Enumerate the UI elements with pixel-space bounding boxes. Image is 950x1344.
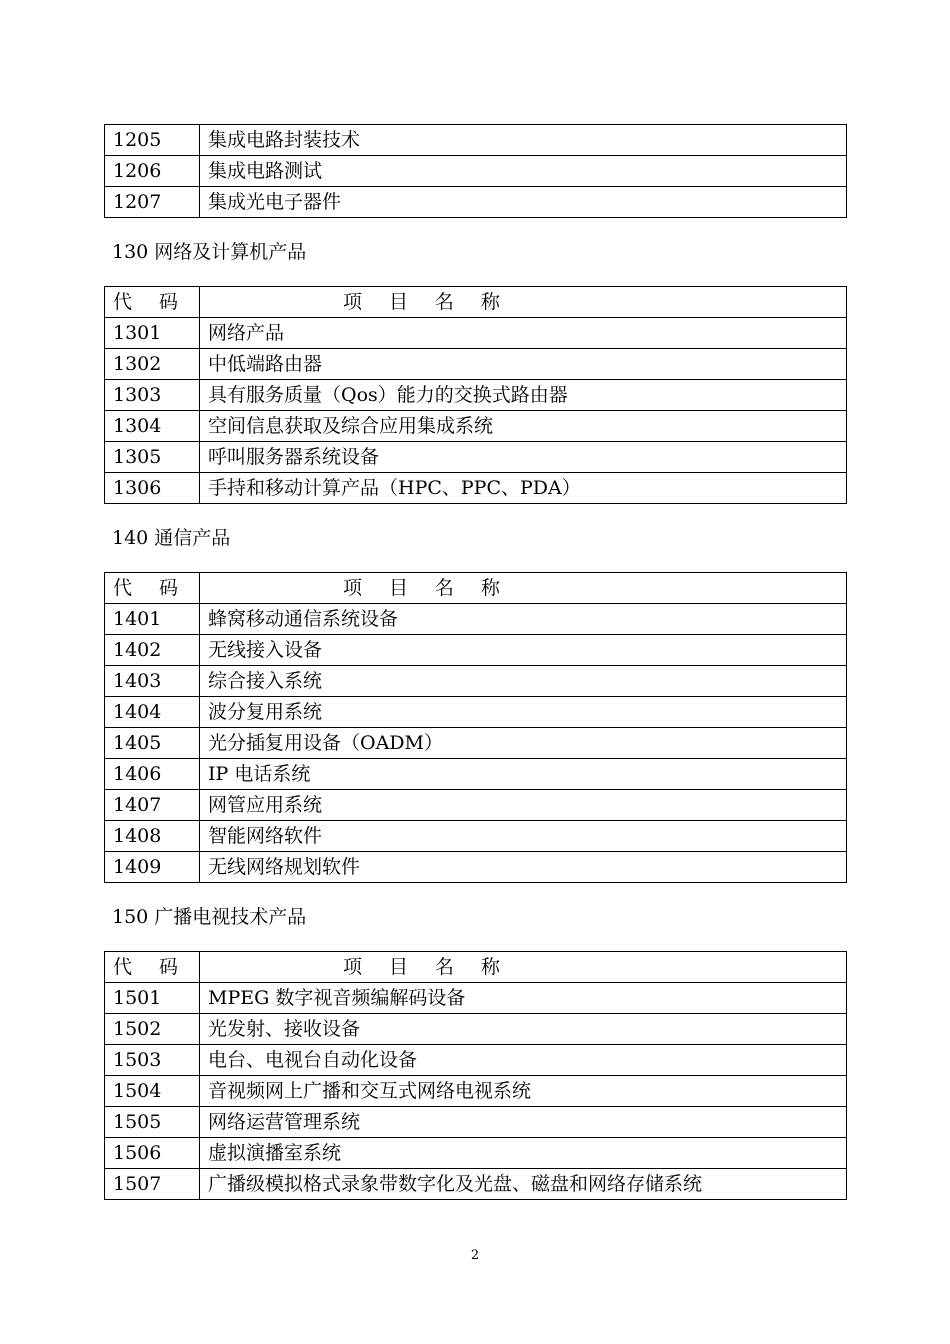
item-code: 1502 bbox=[105, 1014, 200, 1045]
item-name: 无线接入设备 bbox=[200, 635, 847, 666]
table-row bbox=[105, 1169, 847, 1200]
table-row bbox=[105, 604, 847, 635]
item-code: 1304 bbox=[105, 411, 200, 442]
table-row bbox=[105, 790, 847, 821]
item-name: 光发射、接收设备 bbox=[200, 1014, 847, 1045]
item-code: 1207 bbox=[105, 187, 200, 218]
item-code: 1404 bbox=[105, 697, 200, 728]
page-number: 2 bbox=[470, 1248, 480, 1263]
item-code: 1303 bbox=[105, 380, 200, 411]
item-code: 1302 bbox=[105, 349, 200, 380]
table-120-continued bbox=[104, 124, 847, 218]
item-name: 空间信息获取及综合应用集成系统 bbox=[200, 411, 847, 442]
item-code: 1405 bbox=[105, 728, 200, 759]
header-code: 代 码 bbox=[105, 287, 200, 318]
table-row bbox=[105, 666, 847, 697]
item-name: 无线网络规划软件 bbox=[200, 852, 847, 883]
item-code: 1402 bbox=[105, 635, 200, 666]
item-name: 手持和移动计算产品（HPC、PPC、PDA） bbox=[200, 473, 847, 504]
item-name: 光分插复用设备（OADM） bbox=[200, 728, 847, 759]
item-code: 1305 bbox=[105, 442, 200, 473]
item-code: 1408 bbox=[105, 821, 200, 852]
table-row bbox=[105, 473, 847, 504]
item-name: 智能网络软件 bbox=[200, 821, 847, 852]
table-row bbox=[105, 728, 847, 759]
item-code: 1504 bbox=[105, 1076, 200, 1107]
table-row bbox=[105, 759, 847, 790]
item-code: 1206 bbox=[105, 156, 200, 187]
item-code: 1505 bbox=[105, 1107, 200, 1138]
section-title-150: 150 广播电视技术产品 bbox=[112, 906, 307, 928]
item-code: 1503 bbox=[105, 1045, 200, 1076]
item-code: 1205 bbox=[105, 125, 200, 156]
table-row bbox=[105, 318, 847, 349]
table-header-row bbox=[105, 287, 847, 318]
table-row bbox=[105, 821, 847, 852]
table-row bbox=[105, 697, 847, 728]
header-name: 项 目 名 称 bbox=[200, 573, 847, 604]
header-name: 项 目 名 称 bbox=[200, 287, 847, 318]
item-code: 1407 bbox=[105, 790, 200, 821]
item-code: 1406 bbox=[105, 759, 200, 790]
item-code: 1306 bbox=[105, 473, 200, 504]
item-name: 集成电路测试 bbox=[200, 156, 847, 187]
item-name: 集成电路封装技术 bbox=[200, 125, 847, 156]
item-name: 网管应用系统 bbox=[200, 790, 847, 821]
item-name: 电台、电视台自动化设备 bbox=[200, 1045, 847, 1076]
item-name: 综合接入系统 bbox=[200, 666, 847, 697]
header-code: 代 码 bbox=[105, 952, 200, 983]
section-title-140: 140 通信产品 bbox=[112, 527, 231, 549]
table-row bbox=[105, 635, 847, 666]
item-name: 网络运营管理系统 bbox=[200, 1107, 847, 1138]
table-row bbox=[105, 983, 847, 1014]
item-code: 1507 bbox=[105, 1169, 200, 1200]
item-code: 1409 bbox=[105, 852, 200, 883]
table-row bbox=[105, 380, 847, 411]
table-130 bbox=[104, 286, 847, 504]
item-code: 1301 bbox=[105, 318, 200, 349]
section-title-130: 130 网络及计算机产品 bbox=[112, 241, 307, 263]
table-row bbox=[105, 1138, 847, 1169]
item-name: 虚拟演播室系统 bbox=[200, 1138, 847, 1169]
header-name: 项 目 名 称 bbox=[200, 952, 847, 983]
table-row bbox=[105, 349, 847, 380]
item-name: 蜂窝移动通信系统设备 bbox=[200, 604, 847, 635]
item-name: 广播级模拟格式录象带数字化及光盘、磁盘和网络存储系统 bbox=[200, 1169, 847, 1200]
item-name: 网络产品 bbox=[200, 318, 847, 349]
item-name: 集成光电子器件 bbox=[200, 187, 847, 218]
table-row bbox=[105, 1107, 847, 1138]
item-code: 1401 bbox=[105, 604, 200, 635]
item-name: IP 电话系统 bbox=[200, 759, 847, 790]
table-row bbox=[105, 1014, 847, 1045]
table-row bbox=[105, 1076, 847, 1107]
item-name: 音视频网上广播和交互式网络电视系统 bbox=[200, 1076, 847, 1107]
table-row bbox=[105, 125, 847, 156]
document-page bbox=[104, 124, 846, 1200]
item-name: 波分复用系统 bbox=[200, 697, 847, 728]
item-name: MPEG 数字视音频编解码设备 bbox=[200, 983, 847, 1014]
table-row bbox=[105, 156, 847, 187]
table-140 bbox=[104, 572, 847, 883]
item-name: 呼叫服务器系统设备 bbox=[200, 442, 847, 473]
table-150 bbox=[104, 951, 847, 1200]
item-code: 1501 bbox=[105, 983, 200, 1014]
table-header-row bbox=[105, 573, 847, 604]
table-row bbox=[105, 1045, 847, 1076]
table-row bbox=[105, 442, 847, 473]
table-header-row bbox=[105, 952, 847, 983]
item-code: 1403 bbox=[105, 666, 200, 697]
table-row bbox=[105, 411, 847, 442]
header-code: 代 码 bbox=[105, 573, 200, 604]
item-name: 具有服务质量（Qos）能力的交换式路由器 bbox=[200, 380, 847, 411]
item-code: 1506 bbox=[105, 1138, 200, 1169]
table-row bbox=[105, 187, 847, 218]
table-row bbox=[105, 852, 847, 883]
item-name: 中低端路由器 bbox=[200, 349, 847, 380]
